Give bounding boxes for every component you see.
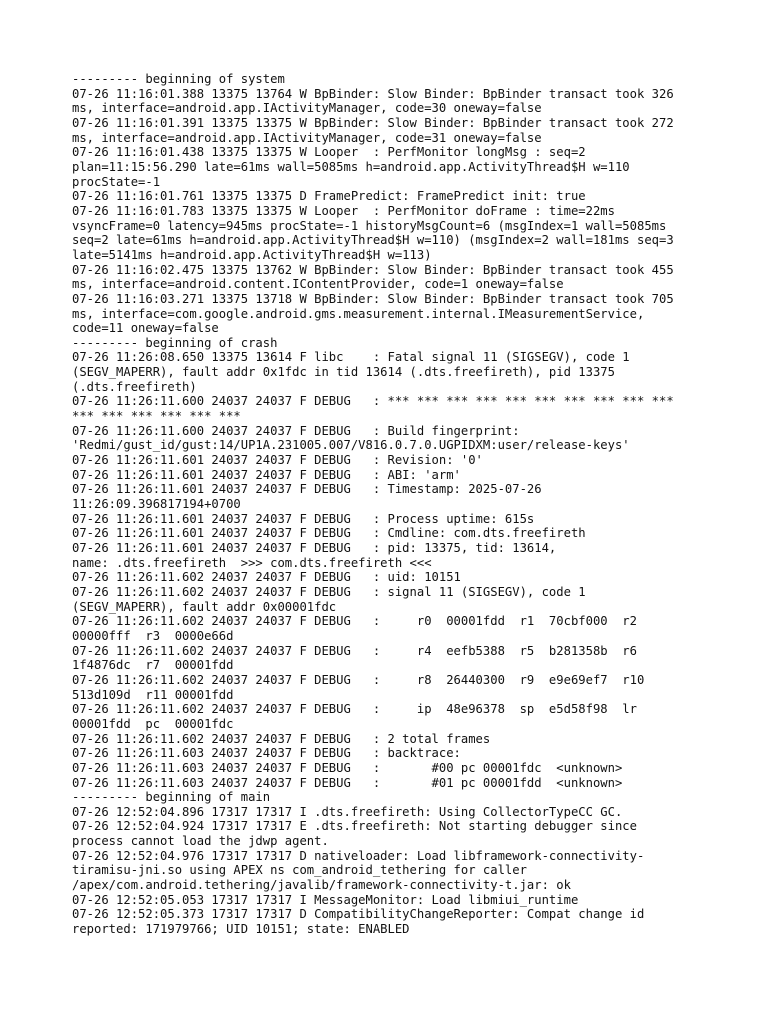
log-document xyxy=(72,72,694,937)
log-entry: 07-26 11:26:11.603 24037 24037 F DEBUG : #00 pc 00001fdc <unknown> xyxy=(72,760,623,775)
log-entry: 07-26 12:52:05.373 17317 17317 D CompatibilityChangeReporter: Compat change id reported: 171979766; UID 10151; state: ENABLED xyxy=(72,907,645,937)
log-entry: 07-26 11:26:11.602 24037 24037 F DEBUG : ip 48e96378 sp e5d58f98 lr 00001fdd pc 00001fdc xyxy=(72,702,637,731)
log-entry: 07-26 12:52:04.976 17317 17317 D nativeloader: Load libframework-connectivity- tiramisu-jni.so using APEX ns com_android_tethering for caller /apex/com.android.tethering/javalib/framework-connectivity-t.jar: ok xyxy=(72,848,645,893)
log-entry: 07-26 11:26:11.602 24037 24037 F DEBUG : 2 total frames xyxy=(72,731,491,746)
log-entry: 07-26 11:26:11.601 24037 24037 F DEBUG : pid: 13375, tid: 13614, name: .dts.freefireth >>> com.dts.freefireth <<< xyxy=(72,541,557,570)
log-entry: 07-26 11:26:11.601 24037 24037 F DEBUG : ABI: 'arm' xyxy=(72,467,461,482)
log-entry: 07-26 11:16:01.761 13375 13375 D FramePredict: FramePredict init: true xyxy=(72,189,586,204)
log-entry: 07-26 11:26:11.603 24037 24037 F DEBUG : backtrace: xyxy=(72,746,461,761)
log-entry: 07-26 11:26:11.602 24037 24037 F DEBUG : signal 11 (SIGSEGV), code 1 (SEGV_MAPERR), fault addr 0x00001fdc xyxy=(72,584,586,614)
log-entry: 07-26 12:52:04.896 17317 17317 I .dts.freefireth: Using CollectorTypeCC GC. xyxy=(72,804,623,819)
log-entry: 07-26 11:16:01.438 13375 13375 W Looper : PerfMonitor longMsg : seq=2 plan=11:15:56.290 late=61ms wall=5085ms h=android.app.ActivityThread$H w=110 procState=-1 xyxy=(72,145,630,189)
log-entry: 07-26 11:26:11.602 24037 24037 F DEBUG : r0 00001fdd r1 70cbf000 r2 00000fff r3 0000e66d xyxy=(72,614,637,643)
log-entry: 07-26 11:26:08.650 13375 13614 F libc : Fatal signal 11 (SIGSEGV), code 1 (SEGV_MAPERR), fault addr 0x1fdc in tid 13614 (.dts.freefireth), pid 13375 (.dts.freefireth) xyxy=(72,350,630,394)
log-entry: 07-26 11:26:11.600 24037 24037 F DEBUG : *** *** *** *** *** *** *** *** *** *** *** *** *** *** *** *** xyxy=(72,394,674,424)
log-entry: 07-26 11:26:11.600 24037 24037 F DEBUG : Build fingerprint: 'Redmi/gust_id/gust:14/UP1A.231005.007/V816.0.7.0.UGPIDXM:user/release-keys' xyxy=(72,423,630,453)
log-entry: 07-26 11:26:11.601 24037 24037 F DEBUG : Revision: '0' xyxy=(72,453,483,468)
log-entry: 07-26 12:52:05.053 17317 17317 I MessageMonitor: Load libmiui_runtime xyxy=(72,892,579,907)
log-entry: 07-26 11:16:03.271 13375 13718 W BpBinder: Slow Binder: BpBinder transact took 705 ms, interface=com.google.android.gms.measurement.internal.IMeasurementService, code=11 oneway=false xyxy=(72,291,674,336)
log-entry: 07-26 11:16:01.783 13375 13375 W Looper : PerfMonitor doFrame : time=22ms vsyncFrame=0 latency=945ms procState=-1 historyMsgCount=6 (msgIndex=1 wall=5085ms seq=2 late=61ms h=android.app.ActivityThread$H w=110) (msgIndex=2 wall=181ms seq=3 late=5141ms h=android.app.ActivityThread$H w=113) xyxy=(72,203,674,262)
log-entry: 07-26 11:26:11.602 24037 24037 F DEBUG : r4 eefb5388 r5 b281358b r6 1f4876dc r7 00001fdd xyxy=(72,643,637,673)
log-entry: 07-26 11:26:11.603 24037 24037 F DEBUG : #01 pc 00001fdd <unknown> xyxy=(72,775,623,790)
log-entry: 07-26 12:52:04.924 17317 17317 E .dts.freefireth: Not starting debugger since process cannot load the jdwp agent. xyxy=(72,819,637,849)
log-entry: 07-26 11:16:02.475 13375 13762 W BpBinder: Slow Binder: BpBinder transact took 455 ms, interface=android.content.IContentProvider, code=1 oneway=false xyxy=(72,262,674,292)
log-entry: 07-26 11:26:11.601 24037 24037 F DEBUG : Timestamp: 2025-07-26 11:26:09.396817194+0700 xyxy=(72,482,542,512)
log-entry: 07-26 11:26:11.601 24037 24037 F DEBUG : Process uptime: 615s xyxy=(72,511,535,526)
log-section-header-crash: --------- beginning of crash xyxy=(72,335,278,350)
log-section-header-system: --------- beginning of system xyxy=(72,72,285,86)
log-entry: 07-26 11:16:01.391 13375 13375 W BpBinder: Slow Binder: BpBinder transact took 272 ms, interface=android.app.IActivityManager, code=31 oneway=false xyxy=(72,115,674,145)
log-entry: 07-26 11:26:11.601 24037 24037 F DEBUG : Cmdline: com.dts.freefireth xyxy=(72,526,586,541)
log-entry: 07-26 11:26:11.602 24037 24037 F DEBUG : r8 26440300 r9 e9e69ef7 r10 513d109d r11 00001fdd xyxy=(72,672,645,702)
log-entry: 07-26 11:16:01.388 13375 13764 W BpBinder: Slow Binder: BpBinder transact took 326 ms, interface=android.app.IActivityManager, code=30 oneway=false xyxy=(72,86,674,116)
log-entry: 07-26 11:26:11.602 24037 24037 F DEBUG : uid: 10151 xyxy=(72,570,461,585)
log-section-header-main: --------- beginning of main xyxy=(72,790,271,805)
